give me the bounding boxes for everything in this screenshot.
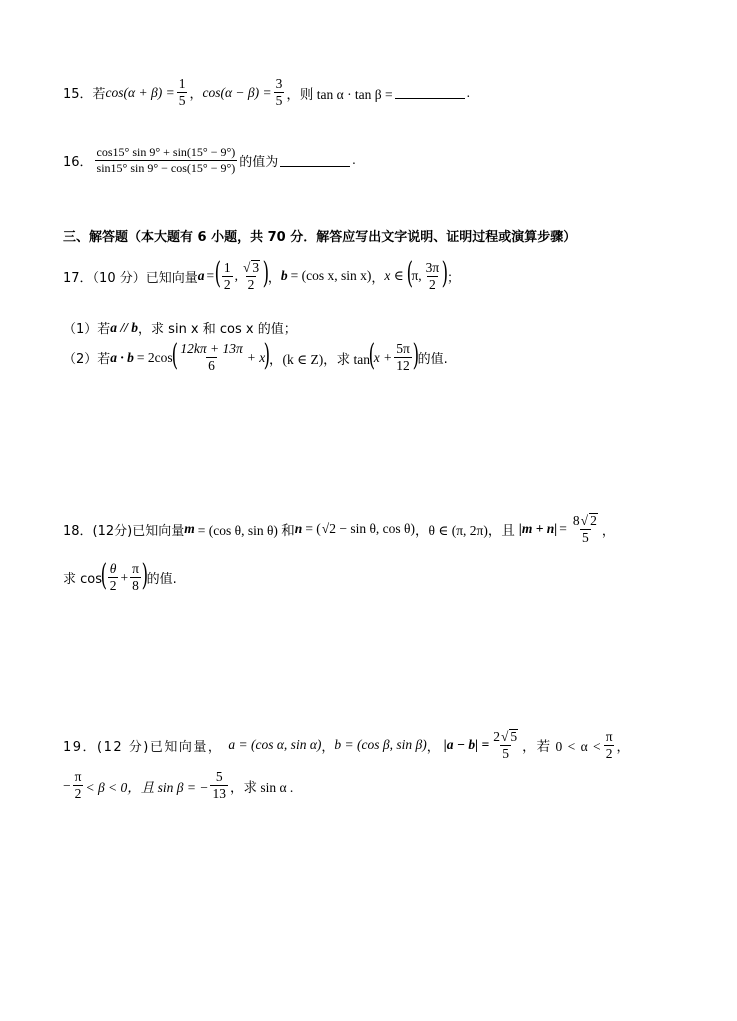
- q15-number: 15．若: [63, 87, 106, 103]
- q18-line-2: 求 cos ( θ 2 + $\frac{\pi}{8}$ ) 的值.: [63, 557, 177, 594]
- q17-a-y: √ 3 2: [242, 260, 260, 293]
- q17-interval-end: 3π 2: [425, 259, 440, 292]
- q19-number: 19．(12 分)已知向量，: [63, 739, 223, 755]
- q17-p2-fraction: 12kπ + 13π 6: [180, 341, 243, 374]
- q18-number: 18．(12分)已知向量: [63, 523, 185, 539]
- q15-tail: ，则 tan α · tan β =: [286, 86, 393, 102]
- section-3-heading: 三、解答题（本大题有 6 小题，共 70 分．解答应写出文字说明、证明过程或演算步骤）: [63, 230, 577, 245]
- q17-part-1: （1）若 a // b ，求 sin x 和 cos x 的值；: [63, 319, 297, 337]
- q19-sin-fraction: $\frac{5}{13}$: [212, 769, 226, 802]
- q18-theta-fraction: θ 2: [109, 561, 117, 594]
- q15-fraction-2: $\frac{3}{5}$: [275, 76, 283, 109]
- question-15: 15．若 cos(α + β) = $\frac{1}{5}$ ， cos(α − β) = $\frac{3}{5}$ ，则 tan α · tan β = .: [63, 76, 471, 109]
- q18-norm-fraction: $\frac{8√ 2}{5}$: [572, 513, 597, 546]
- q19-vector-a: a = (cos α, sin α): [228, 737, 322, 753]
- q19-pi-half: π 2: [605, 728, 613, 761]
- q15-cos-diff: cos(α − β) =: [202, 84, 272, 100]
- q17-number: 17．（10 分）已知向量: [63, 270, 198, 286]
- q15-cos-sum: cos(α + β) =: [105, 84, 175, 100]
- q16-number: 16．: [63, 154, 93, 170]
- question-17: 17．（10 分）已知向量 a = ( 1 2 , √ 3 2 ) ， b = (cos x, sin x) ， x ∈ ( π, 3π 2 ) ；: [63, 256, 460, 293]
- q18-pi-fraction: $\frac{\pi}{8}$: [132, 561, 139, 594]
- q16-answer-blank[interactable]: [280, 154, 350, 167]
- q17-a-x: 1 2: [223, 259, 231, 292]
- q17-part-2: （2）若 a · b = 2cos ( 12kπ + 13π 6 + x ) ，(k ∈ Z)，求 tan ( x + $\frac{5\pi}{12}$ ) 的值.: [63, 337, 448, 374]
- q19-line-2: − $\frac{\pi}{2}$ < β < 0，且 sin β = − $\frac{5}{13}$ ，求 sin α .: [63, 769, 294, 802]
- q16-tail: 的值为: [239, 154, 279, 170]
- question-19: 19．(12 分)已知向量， a = (cos α, sin α) ， b = (cos β, sin β) ， |a − b| = $\frac{2√ 5}{5}$ ，若 0 < α < π 2 ，: [63, 728, 630, 762]
- question-16: 16． cos15° sin 9° + sin(15° − 9°) sin15° sin 9° − cos(15° − 9°) 的值为 .: [63, 145, 356, 175]
- q19-neg-pi-half: $\frac{\pi}{2}$: [74, 769, 82, 802]
- q19-vector-b: b = (cos β, sin β): [334, 737, 427, 753]
- q15-fraction-1: $\frac{1}{5}$: [178, 76, 186, 109]
- q15-answer-blank[interactable]: [395, 86, 465, 99]
- q16-fraction: cos15° sin 9° + sin(15° − 9°) sin15° sin 9° − cos(15° − 9°): [96, 145, 236, 175]
- q17-p2-tan-fraction: $\frac{5\pi}{12}$: [396, 341, 410, 374]
- q19-norm-fraction: $\frac{2√ 5}{5}$: [493, 729, 518, 762]
- question-18: 18．(12分)已知向量 m = (cos θ, sin θ) 和 n = ( √ 2 − sin θ, cos θ) ，θ ∈ (π, 2π)，且 |m + n| = $\frac{8√ 2}{5}$ ，: [63, 513, 615, 546]
